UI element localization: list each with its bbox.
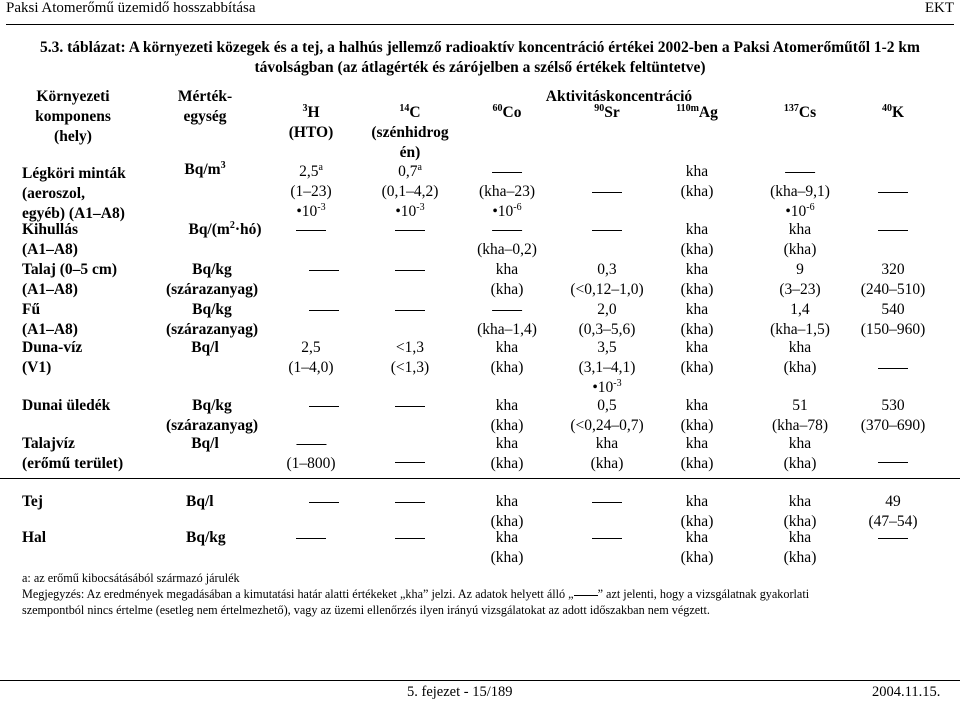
cell-h3-soil bbox=[309, 260, 339, 280]
cell-co60-groundwater: kha (kha) bbox=[490, 435, 524, 472]
cell-c14-fish bbox=[395, 528, 425, 548]
note-remark: Megjegyzés: Az eredmények megadásában a kimutatási határ alatti értékeket „kha” jelzi. Az adatok helyett álló „ ” azt jelenti, hogy a vizsgálatnak gyakorlati bbox=[22, 587, 810, 601]
cell-ag-soil: kha (kha) bbox=[680, 261, 714, 298]
footer-page-number: 5. fejezet - 15/189 bbox=[407, 684, 513, 700]
cell-sr90-soil: 0,3 (<0,12–1,0) bbox=[570, 261, 644, 298]
cell-co60-milk: kha (kha) bbox=[490, 493, 524, 530]
unit-groundwater: Bq/l bbox=[191, 435, 219, 452]
cell-sr90-fish bbox=[592, 528, 622, 548]
table-notes bbox=[22, 570, 954, 618]
table-caption bbox=[10, 38, 950, 78]
row-label-fish: Hal bbox=[22, 529, 47, 546]
cell-h3-danube-sediment bbox=[309, 396, 339, 416]
cell-c14-atmospheric: 0,7$^a$ (0,1–4,2) $•10^{-3}$ bbox=[381, 162, 439, 220]
cell-k40-fallout bbox=[878, 220, 908, 240]
cell-h3-milk bbox=[309, 492, 339, 512]
cell-sr90-groundwater: kha (kha) bbox=[590, 435, 624, 472]
cell-k40-milk: 49 (47–54) bbox=[868, 493, 918, 530]
cell-cs-fallout: kha (kha) bbox=[783, 221, 817, 258]
cell-k40-grass: 540 (150–960) bbox=[860, 301, 926, 338]
row-label-groundwater: Talajvíz (erőmű terület) bbox=[22, 435, 124, 472]
cell-sr90-grass: 2,0 (0,3–5,6) bbox=[578, 301, 636, 338]
cell-c14-fallout bbox=[395, 220, 425, 240]
unit-grass: Bq/kg (szárazanyag) bbox=[165, 301, 259, 338]
cell-c14-groundwater bbox=[395, 452, 425, 472]
cell-co60-fallout: (kha–0,2) bbox=[477, 220, 537, 260]
unit-soil: Bq/kg (szárazanyag) bbox=[165, 261, 259, 298]
cell-h3-groundwater: (1–800) bbox=[286, 434, 335, 474]
cell-sr90-atmospheric bbox=[592, 182, 622, 202]
cell-sr90-danube-sediment: 0,5 (<0,24–0,7) bbox=[570, 397, 644, 434]
cell-co60-atmospheric: (kha–23) $•10^{-6}$ bbox=[479, 162, 535, 222]
header-k40: $^{40}$K bbox=[881, 103, 905, 121]
cell-co60-grass: (kha–1,4) bbox=[477, 300, 537, 340]
unit-milk: Bq/l bbox=[186, 493, 214, 510]
cell-cs-danube-water: kha (kha) bbox=[783, 339, 817, 376]
note-a: a: az erőmű kibocsátásából származó járulék bbox=[22, 571, 240, 585]
header-c14: $^{14}$C (szénhidrog én) bbox=[371, 103, 449, 161]
row-label-grass: Fű (A1–A8) bbox=[22, 301, 78, 338]
cell-c14-milk bbox=[395, 492, 425, 512]
row-label-danube-sediment: Dunai üledék bbox=[22, 397, 111, 414]
cell-ag-atmospheric: kha (kha) bbox=[680, 163, 714, 200]
cell-ag-groundwater: kha (kha) bbox=[680, 435, 714, 472]
header-h3: $^3$H (HTO) bbox=[288, 103, 334, 141]
cell-sr90-milk bbox=[592, 492, 622, 512]
header-component: Környezeti komponens (hely) bbox=[35, 88, 111, 145]
cell-cs-atmospheric: (kha–9,1) $•10^{-6}$ bbox=[770, 162, 830, 222]
header-co60: $^{60}$Co bbox=[492, 103, 522, 121]
unit-fish: Bq/kg bbox=[186, 529, 226, 546]
cell-c14-grass bbox=[395, 300, 425, 320]
cell-ag-milk: kha (kha) bbox=[680, 493, 714, 530]
row-label-soil: Talaj (0–5 cm) (A1–A8) bbox=[22, 261, 117, 298]
unit-atmospheric: $Bq/m^3$ bbox=[184, 160, 226, 178]
cell-h3-danube-water: 2,5 (1–4,0) bbox=[288, 339, 334, 376]
header-code: EKT bbox=[924, 0, 954, 16]
cell-c14-danube-water: <1,3 (<1,3) bbox=[390, 339, 430, 376]
cell-cs-milk: kha (kha) bbox=[783, 493, 817, 530]
row-label-danube-water: Duna-víz (V1) bbox=[22, 339, 83, 376]
cell-cs-grass: 1,4 (kha–1,5) bbox=[770, 301, 830, 338]
header-ag110m: $^{110m}$Ag bbox=[676, 103, 718, 121]
row-label-milk: Tej bbox=[22, 493, 43, 510]
footer-date: 2004.11.15. bbox=[872, 684, 941, 700]
cell-c14-soil bbox=[395, 260, 425, 280]
header-sr90: $^{90}$Sr bbox=[594, 103, 620, 121]
cell-sr90-fallout bbox=[592, 220, 622, 240]
cell-cs-soil: 9 (3–23) bbox=[779, 261, 821, 298]
cell-cs-groundwater: kha (kha) bbox=[783, 435, 817, 472]
header-unit: Mérték- egység bbox=[177, 88, 233, 125]
cell-h3-grass bbox=[309, 300, 339, 320]
cell-k40-danube-sediment: 530 (370–690) bbox=[860, 397, 926, 434]
cell-h3-fish bbox=[296, 528, 326, 548]
cell-k40-groundwater bbox=[878, 452, 908, 472]
cell-ag-grass: kha (kha) bbox=[680, 301, 714, 338]
cell-co60-danube-sediment: kha (kha) bbox=[490, 397, 524, 434]
cell-ag-danube-water: kha (kha) bbox=[680, 339, 714, 376]
cell-cs-fish: kha (kha) bbox=[783, 529, 817, 566]
header-cs137: $^{137}$Cs bbox=[783, 103, 817, 121]
cell-k40-fish bbox=[878, 528, 908, 548]
cell-co60-soil: kha (kha) bbox=[490, 261, 524, 298]
cell-c14-danube-sediment bbox=[395, 396, 425, 416]
table-separator bbox=[0, 478, 960, 479]
header-title: Paksi Atomerőmű üzemidő hosszabbítása bbox=[6, 0, 256, 16]
caption-line-1: 5.3. táblázat: A környezeti közegek és a tej, a halhús jellemző radioaktív koncentráció értékei 2002-ben a Paksi Atomerőműtől 1-2 km bbox=[40, 39, 920, 56]
cell-co60-danube-water: kha (kha) bbox=[490, 339, 524, 376]
cell-cs-danube-sediment: 51 (kha–78) bbox=[772, 397, 828, 434]
cell-co60-fish: kha (kha) bbox=[490, 529, 524, 566]
page-header bbox=[6, 0, 954, 25]
page-footer bbox=[0, 682, 960, 702]
cell-h3-fallout bbox=[296, 220, 326, 240]
cell-k40-danube-water bbox=[878, 358, 908, 378]
unit-danube-water: Bq/l bbox=[191, 339, 219, 356]
row-label-atmospheric: Légköri minták (aeroszol, egyéb) (A1–A8) bbox=[22, 165, 126, 222]
cell-k40-soil: 320 (240–510) bbox=[860, 261, 926, 298]
cell-h3-atmospheric: 2,5$^a$ (1–23) $•10^{-3}$ bbox=[290, 162, 332, 220]
unit-danube-sediment: Bq/kg (szárazanyag) bbox=[165, 397, 259, 434]
footer-rule bbox=[0, 680, 960, 681]
cell-ag-fallout: kha (kha) bbox=[680, 221, 714, 258]
cell-ag-fish: kha (kha) bbox=[680, 529, 714, 566]
row-label-fallout: Kihullás (A1–A8) bbox=[22, 221, 78, 258]
header-activity-group: Aktivitáskoncentráció bbox=[545, 88, 693, 105]
caption-line-2: távolságban (az átlagérték és zárójelben a szélső értékek feltüntetve) bbox=[254, 59, 706, 76]
unit-fallout: $Bq/(m^2\cdot hó)$ bbox=[188, 220, 262, 238]
note-remark-cont: szempontból nincs értelme (esetleg nem értelmezhető), vagy az üzemi ellenőrzés ilyen irányú vizsgálatokat az adott időszakban nem végzett. bbox=[22, 603, 710, 617]
cell-k40-atmospheric bbox=[878, 182, 908, 202]
cell-sr90-danube-water: 3,5 (3,1–4,1) $•10^{-3}$ bbox=[578, 339, 636, 396]
cell-ag-danube-sediment: kha (kha) bbox=[680, 397, 714, 434]
